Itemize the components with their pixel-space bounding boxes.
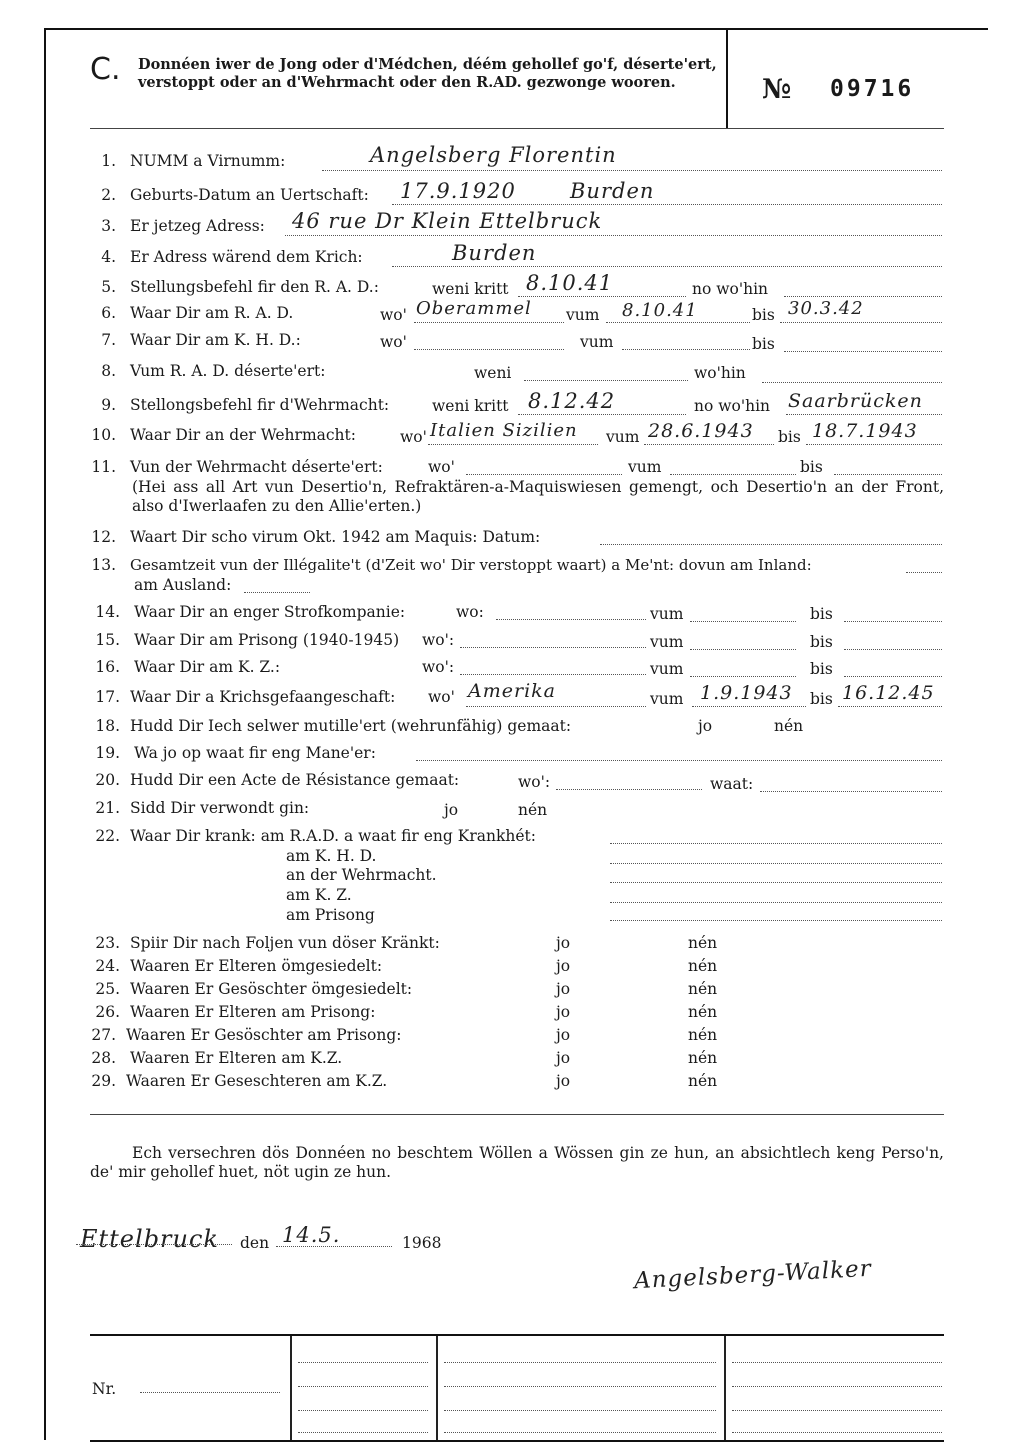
- footer-cell: [298, 1398, 428, 1411]
- section-letter: C.: [90, 52, 121, 87]
- row-number: 26.: [95, 1003, 120, 1021]
- footer-cell: [298, 1420, 428, 1433]
- yes-option: jo: [698, 717, 713, 735]
- row-number: 9.: [101, 396, 116, 414]
- field-label: vum: [650, 690, 684, 708]
- field-line: [610, 888, 942, 903]
- field-label: Waaren Er Gesöschter ömgesiedelt:: [130, 980, 413, 998]
- footer-cell: [732, 1374, 942, 1387]
- row-number: 16.: [95, 658, 120, 676]
- row-number: 27.: [91, 1026, 116, 1044]
- field-line: [622, 335, 750, 350]
- field-label: Waaren Er Gesöschter am Prisong:: [126, 1026, 402, 1044]
- footer-cell: [732, 1420, 942, 1433]
- no-option: nén: [774, 717, 804, 735]
- field-label: wo':: [518, 773, 551, 791]
- birth-date-value: 17.9.1920: [400, 179, 516, 203]
- current-address-value: 46 rue Dr Klein Ettelbruck: [292, 209, 603, 233]
- row-number: 20.: [95, 771, 120, 789]
- field-label: bis: [752, 306, 775, 324]
- field-label: Sidd Dir verwondt gin:: [130, 799, 310, 817]
- yes-option: jo: [556, 1072, 571, 1090]
- field-label: Vun der Wehrmacht déserte'ert:: [130, 458, 383, 476]
- field-label: vum: [650, 660, 684, 678]
- signing-date: 14.5.: [282, 1223, 341, 1247]
- field-line: [762, 368, 942, 383]
- footer-cell: [140, 1380, 280, 1393]
- header-divider: [726, 30, 728, 128]
- row-number: 17.: [95, 688, 120, 706]
- field-label: Hudd Dir Iech selwer mutille'ert (wehrunfähig) gemaat:: [130, 717, 572, 735]
- field-label: no wo'hin: [694, 397, 771, 415]
- row-number: 1.: [101, 152, 116, 170]
- footer-cell: [444, 1374, 716, 1387]
- field-label: wo':: [422, 658, 455, 676]
- field-line: [690, 662, 796, 677]
- captivity-from: 1.9.1943: [700, 682, 793, 704]
- no-option: nén: [518, 801, 548, 819]
- field-label: bis: [800, 458, 823, 476]
- rad-from: 8.10.41: [622, 300, 698, 321]
- field-label: Waar Dir am R. A. D.: [130, 304, 294, 322]
- field-label: wo:: [456, 603, 484, 621]
- row-number: 15.: [95, 631, 120, 649]
- row-number: 10.: [91, 426, 116, 444]
- field-label: Waaren Er Elteren am K.Z.: [130, 1049, 343, 1067]
- row-number: 6.: [101, 304, 116, 322]
- field-line: [496, 605, 646, 620]
- field-label: Vum R. A. D. déserte'ert:: [130, 362, 326, 380]
- field-label: Er Adress wärend dem Krich:: [130, 248, 363, 266]
- footer-cell: [444, 1350, 716, 1363]
- row-number: 3.: [101, 217, 116, 235]
- signature: Angelsberg-Walker: [633, 1255, 873, 1295]
- row-number: 23.: [95, 934, 120, 952]
- field-label: vum: [650, 605, 684, 623]
- footer-cell: [444, 1398, 716, 1411]
- footer-cell: [444, 1420, 716, 1433]
- field-label: wo': [428, 688, 455, 706]
- no-option: nén: [688, 934, 718, 952]
- wehrmacht-place: Italien Sizilien: [430, 420, 578, 441]
- rad-to: 30.3.42: [788, 298, 864, 319]
- rad-place: Oberammel: [416, 298, 532, 319]
- row-number: 28.: [91, 1049, 116, 1067]
- field-label: Waar Dir a Krichsgefaangeschaft:: [130, 688, 396, 706]
- field-label: weni: [474, 364, 512, 382]
- field-label: wo':: [422, 631, 455, 649]
- row-number: 18.: [95, 717, 120, 735]
- no-option: nén: [688, 1049, 718, 1067]
- desertion-note: (Hei ass all Art vun Desertio'n, Refraktären-a-Maquiswiesen gemengt, och Desertio'n an der Front, also d'Iwerlaafen zu den Allie'erten.): [132, 478, 944, 515]
- field-line: [784, 282, 942, 297]
- field-line: [784, 337, 942, 352]
- field-label: bis: [810, 690, 833, 708]
- row-number: 2.: [101, 186, 116, 204]
- footer-cell: [732, 1350, 942, 1363]
- signing-place: Ettelbruck: [80, 1225, 219, 1253]
- field-label: Waart Dir scho virum Okt. 1942 am Maquis: Datum:: [130, 528, 541, 546]
- field-label: Er jetzeg Adress:: [130, 217, 265, 235]
- row-number: 22.: [95, 827, 120, 845]
- name-value: Angelsberg Florentin: [370, 143, 617, 167]
- field-label: vum: [650, 633, 684, 651]
- field-label: vum: [628, 458, 662, 476]
- header-rule: [90, 128, 944, 129]
- field-label: Waaren Er Elteren am Prisong:: [130, 1003, 376, 1021]
- declaration-text: Ech versechren dös Donnéen no beschtem Wöllen a Wössen gin ze hun, an absichtlech keng Perso'n, de' mir gehollef huet, nöt ugin ze hun.: [90, 1144, 944, 1181]
- field-label: Hudd Dir een Acte de Résistance gemaat:: [130, 771, 460, 789]
- field-label: Gesamtzeit vun der Illégalite't (d'Zeit wo' Dir verstoppt waart) a Me'nt: dovun am Inland:: [130, 556, 812, 574]
- field-sublabel: am K. Z.: [286, 886, 352, 904]
- field-label: wo': [380, 306, 407, 324]
- field-line: [466, 460, 622, 475]
- field-label: Waaren Er Geseschteren am K.Z.: [126, 1072, 388, 1090]
- field-line: [414, 335, 564, 350]
- field-label: Spiir Dir nach Foljen vun döser Kränkt:: [130, 934, 440, 952]
- yes-option: jo: [556, 1049, 571, 1067]
- section-rule: [90, 1114, 944, 1115]
- footer-cell: [298, 1350, 428, 1363]
- field-line: [556, 775, 702, 790]
- field-label: Geburts-Datum an Uertschaft:: [130, 186, 369, 204]
- footer-number-label: Nr.: [92, 1380, 117, 1398]
- footer-cell: [732, 1398, 942, 1411]
- wehrmacht-order-place: Saarbrücken: [788, 390, 923, 412]
- row-number: 14.: [95, 603, 120, 621]
- field-sublabel: am Prisong: [286, 906, 375, 924]
- field-line: [670, 460, 796, 475]
- field-line: [76, 1230, 232, 1245]
- yes-option: jo: [556, 957, 571, 975]
- field-label: no wo'hin: [692, 280, 769, 298]
- footer-divider: [436, 1336, 438, 1440]
- field-label: NUMM a Virnumm:: [130, 152, 286, 170]
- field-label: Waar Dir am Prisong (1940-1945): [134, 631, 400, 649]
- field-line: [834, 460, 942, 475]
- row-number: 7.: [101, 331, 116, 349]
- field-label: bis: [752, 335, 775, 353]
- field-label: bis: [810, 605, 833, 623]
- row-number: 13.: [91, 556, 116, 574]
- field-label: bis: [810, 633, 833, 651]
- footer-divider: [724, 1336, 726, 1440]
- field-label: Stellongsbefehl fir d'Wehrmacht:: [130, 396, 390, 414]
- rad-order-date: 8.10.41: [526, 271, 614, 295]
- field-line: [610, 868, 942, 883]
- field-line: [524, 366, 688, 381]
- captivity-to: 16.12.45: [842, 682, 935, 704]
- yes-option: jo: [444, 801, 459, 819]
- field-line: [460, 660, 646, 675]
- field-sublabel: an der Wehrmacht.: [286, 866, 437, 884]
- field-line: [610, 849, 942, 864]
- row-number: 29.: [91, 1072, 116, 1090]
- field-label: Waar Dir an enger Strofkompanie:: [134, 603, 406, 621]
- field-label: weni kritt: [432, 280, 509, 298]
- field-label: vum: [606, 428, 640, 446]
- wehrmacht-to: 18.7.1943: [812, 420, 918, 442]
- field-label: Waar Dir am K. H. D.:: [130, 331, 301, 349]
- row-number: 4.: [101, 248, 116, 266]
- field-label: Waaren Er Elteren ömgesiedelt:: [130, 957, 383, 975]
- field-label: vum: [580, 333, 614, 351]
- field-line: [844, 607, 942, 622]
- field-line: [690, 607, 796, 622]
- field-label: bis: [810, 660, 833, 678]
- footer-top-rule: [90, 1334, 944, 1336]
- field-line: [416, 746, 942, 761]
- number-sign: №: [762, 74, 792, 105]
- field-label: vum: [566, 306, 600, 324]
- row-number: 25.: [95, 980, 120, 998]
- no-option: nén: [688, 1026, 718, 1044]
- field-line: [906, 558, 942, 573]
- date-word: den: [240, 1234, 270, 1252]
- field-label: Waar Dir krank: am R.A.D. a waat fir eng Krankhét:: [130, 827, 536, 845]
- yes-option: jo: [556, 934, 571, 952]
- field-label: Waar Dir am K. Z.:: [134, 658, 281, 676]
- field-sublabel: am K. H. D.: [286, 847, 377, 865]
- signing-year: 1968: [402, 1234, 442, 1252]
- footer-cell: [298, 1374, 428, 1387]
- wehrmacht-order-date: 8.12.42: [528, 389, 616, 413]
- field-label: bis: [778, 428, 801, 446]
- no-option: nén: [688, 980, 718, 998]
- field-line: [844, 635, 942, 650]
- field-label: weni kritt: [432, 397, 509, 415]
- footer-bottom-rule: [90, 1440, 944, 1442]
- field-line: [244, 578, 310, 593]
- row-number: 21.: [95, 799, 120, 817]
- field-line: [610, 829, 942, 844]
- field-label: am Ausland:: [134, 576, 232, 594]
- field-label: wo': [400, 428, 427, 446]
- field-line: [600, 530, 942, 545]
- row-number: 11.: [91, 458, 116, 476]
- field-label: Waar Dir an der Wehrmacht:: [130, 426, 356, 444]
- row-number: 19.: [95, 744, 120, 762]
- field-label: wo': [428, 458, 455, 476]
- form-header-text: Donnéen iwer de Jong oder d'Médchen, déém gehollef go'f, déserte'ert, verstoppt oder an d'Wehrmacht oder den R.AD. gezwonge wooren.: [138, 56, 717, 91]
- field-label: Wa jo op waat fir eng Mane'er:: [134, 744, 376, 762]
- field-line: [690, 635, 796, 650]
- field-label: wo': [380, 333, 407, 351]
- wehrmacht-from: 28.6.1943: [648, 420, 754, 442]
- field-line: [460, 633, 646, 648]
- war-address-value: Burden: [452, 241, 537, 265]
- row-number: 24.: [95, 957, 120, 975]
- no-option: nén: [688, 1072, 718, 1090]
- birth-place-value: Burden: [570, 179, 655, 203]
- yes-option: jo: [556, 1026, 571, 1044]
- row-number: 5.: [101, 278, 116, 296]
- field-label: Stellungsbefehl fir den R. A. D.:: [130, 278, 379, 296]
- yes-option: jo: [556, 1003, 571, 1021]
- row-number: 8.: [101, 362, 116, 380]
- captivity-place: Amerika: [468, 680, 556, 702]
- row-number: 12.: [91, 528, 116, 546]
- form-number: 09716: [830, 76, 915, 102]
- yes-option: jo: [556, 980, 571, 998]
- no-option: nén: [688, 1003, 718, 1021]
- field-label: wo'hin: [694, 364, 746, 382]
- field-label: waat:: [710, 775, 754, 793]
- footer-divider: [290, 1336, 292, 1440]
- field-line: [760, 777, 942, 792]
- field-line: [610, 906, 942, 921]
- field-line: [844, 662, 942, 677]
- no-option: nén: [688, 957, 718, 975]
